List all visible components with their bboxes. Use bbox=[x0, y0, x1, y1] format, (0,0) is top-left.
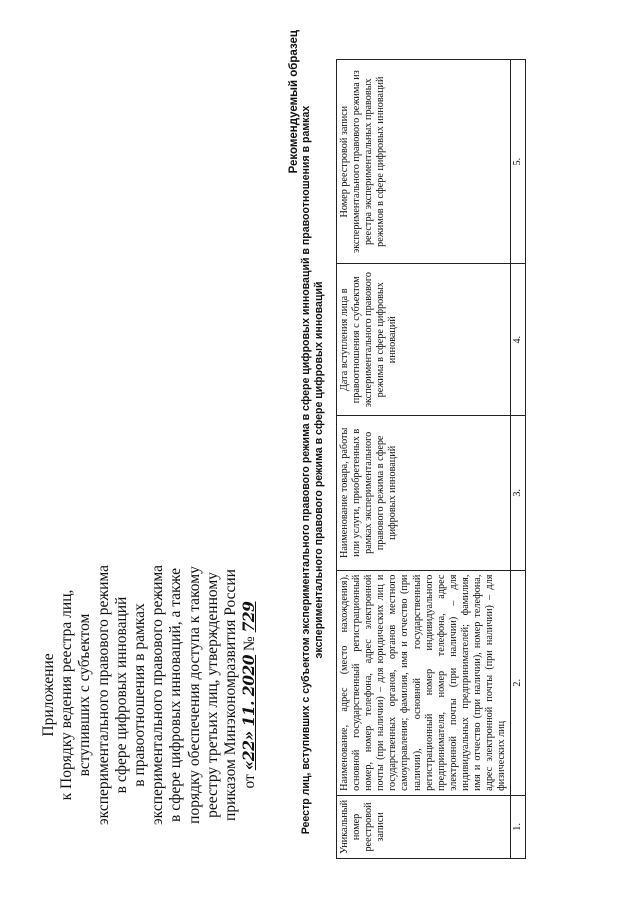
appendix-line: к Порядку ведения реестра лиц, bbox=[58, 589, 76, 801]
column-number: 5. bbox=[511, 60, 526, 264]
number-prefix: № bbox=[241, 636, 259, 652]
appendix-line: приказом Минэкономразвития России bbox=[222, 569, 240, 821]
header-cell-person-details: Наименование, адрес (место нахождения), основной государственный регистрационный номер, номер телефона, адрес электронной почты (при наличии) – для юридических лиц и государственных органов, органов местного самоуправления; фамилия, имя и отчество (при наличии), основной государственный регистрационный номер индивидуального предпринимателя, номер телефона, адрес электронной почты (при наличии) – для индивидуальных предпринимателей; фамилия, имя и отчество (при наличии), номер телефона, адрес электронной почты (при наличии) – для физических лиц bbox=[337, 570, 511, 795]
column-number: 2. bbox=[511, 570, 526, 795]
appendix-block bbox=[40, 545, 259, 845]
appendix-line: в сфере цифровых инноваций bbox=[112, 596, 130, 794]
appendix-line: Приложение bbox=[40, 653, 57, 737]
appendix-line: экспериментального правового режима bbox=[94, 565, 112, 825]
register-title: Реестр лиц, вступивших с субъектом экспериментального правового режима в сфере цифровых инноваций в правоотношения в рамках экспериментального правового режима в сфере цифровых инноваций bbox=[300, 105, 325, 835]
column-number: 3. bbox=[511, 416, 526, 571]
order-date: «22» 11. 2020 bbox=[239, 654, 259, 771]
appendix-line: в правоотношения в рамках bbox=[131, 603, 149, 787]
order-number: 729 bbox=[239, 601, 259, 633]
date-prefix: от bbox=[241, 774, 259, 789]
column-number: 4. bbox=[511, 264, 526, 416]
header-cell-regime-record: Номер реестровой записи экспериментального правового режима из реестра экспериментальных правовых режимов в сфере цифровых инноваций bbox=[337, 60, 511, 264]
appendix-line: реестру третьих лиц, утвержденному bbox=[203, 572, 221, 818]
column-number: 1. bbox=[511, 795, 526, 858]
sample-label: Рекомендуемый образец bbox=[288, 30, 300, 174]
table-header-row bbox=[337, 60, 511, 859]
register-table bbox=[336, 59, 526, 859]
header-cell-entry-date: Дата вступления лица в правоотношения с субъектом экспериментального правового режима в сфере цифровых инноваций bbox=[337, 264, 511, 416]
order-date-line bbox=[240, 545, 259, 845]
appendix-line: в сфере цифровых инноваций, а также bbox=[167, 568, 185, 822]
table-number-row bbox=[511, 60, 526, 859]
appendix-line: экспериментального правового режима bbox=[149, 565, 167, 825]
appendix-line: вступивших с субъектом bbox=[76, 613, 94, 777]
header-cell-goods: Наименование товара, работы или услуги, приобретенных в рамках экспериментального правового режима в сфере цифровых инноваций bbox=[337, 416, 511, 571]
header-cell-record-number: Уникальный номер реестровой записи bbox=[337, 795, 511, 858]
appendix-line: порядку обеспечения доступа к такому bbox=[185, 566, 203, 824]
